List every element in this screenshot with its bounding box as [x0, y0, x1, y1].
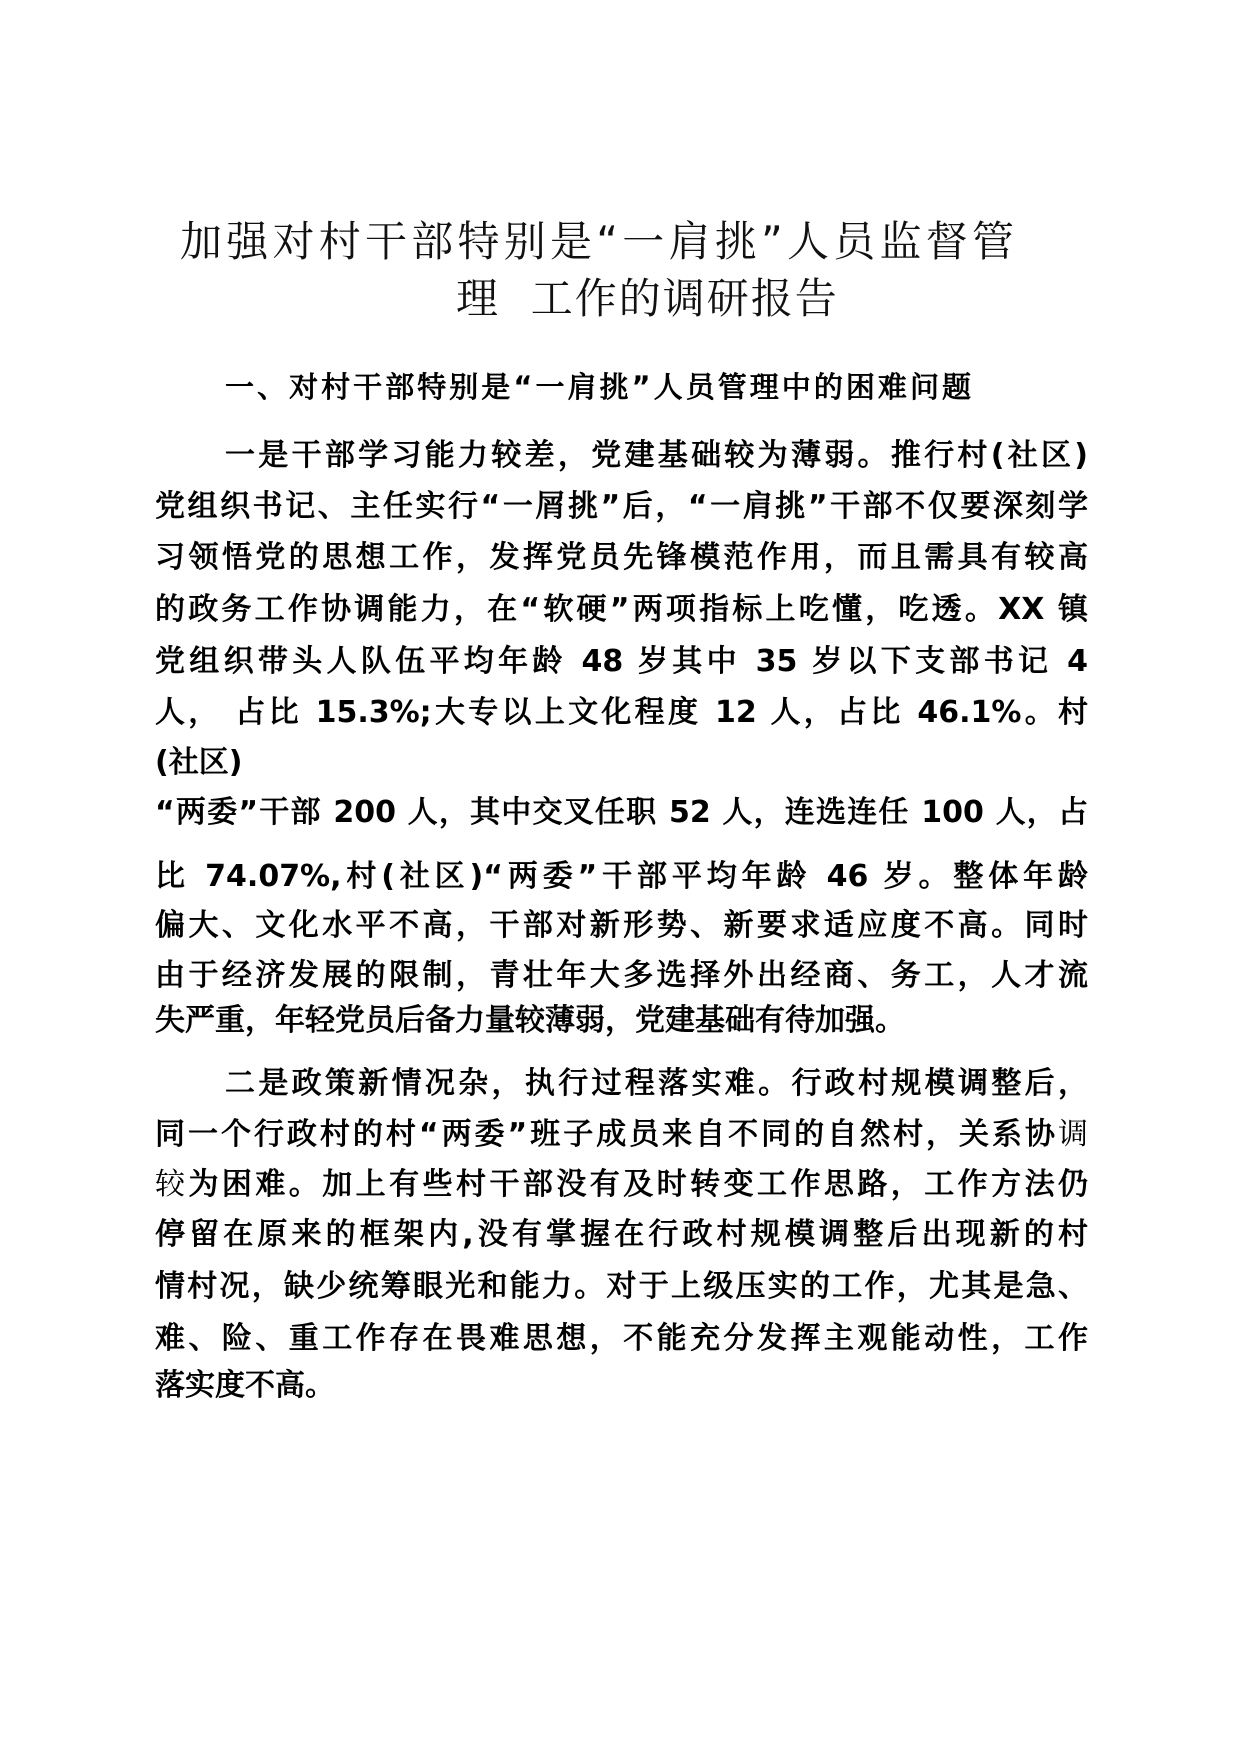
paragraph-line: 失严重，年轻党员后备力量较薄弱，党建基础有待加强。	[155, 1003, 905, 1038]
line-text-bold: 同一个行政村的村“两委”班子成员来自不同的自然村，关系协	[155, 1117, 1058, 1152]
paragraph-line: 落实度不高。	[155, 1368, 335, 1403]
section-heading: 一、对村干部特别是“一肩挑”人员管理中的困难问题	[225, 370, 971, 404]
paragraph-line: 一是干部学习能力较差，党建基础较为薄弱。推行村(社区)	[225, 438, 1088, 473]
title-line-2: 理 工作的调研报告	[456, 274, 839, 323]
paragraph-line: 由于经济发展的限制，青壮年大多选择外出经商、务工，人才流	[155, 958, 1088, 993]
paragraph-line: (社区)	[155, 745, 243, 780]
line-text-bold: 为困难。加上有些村干部没有及时转变工作思路，工作方法仍	[188, 1167, 1088, 1202]
line-text-plain: 较	[155, 1167, 189, 1202]
paragraph-line: “两委”干部 200 人，其中交叉任职 52 人，连选连任 100 人，占	[155, 795, 1088, 830]
paragraph-line: 人， 占比 15.3%;大专以上文化程度 12 人，占比 46.1%。村	[155, 695, 1088, 730]
paragraph-line: 偏大、文化水平不高，干部对新形势、新要求适应度不高。同时	[155, 908, 1088, 943]
paragraph-line: 二是政策新情况杂，执行过程落实难。行政村规模调整后，	[225, 1066, 1088, 1101]
paragraph-line: 党组织书记、主任实行“一屑挑”后，“一肩挑”干部不仅要深刻学	[155, 489, 1088, 524]
paragraph-line	[155, 1165, 1088, 1205]
title-line-1: 加强对村干部特别是“一肩挑”人员监督管	[180, 217, 1014, 266]
paragraph-line: 比 74.07%,村(社区)“两委”干部平均年龄 46 岁。整体年龄	[155, 859, 1088, 894]
paragraph-line	[155, 1115, 1088, 1155]
paragraph-line: 的政务工作协调能力，在“软硬”两项指标上吃懂，吃透。XX 镇	[155, 592, 1088, 627]
line-text-plain: 调	[1058, 1117, 1088, 1152]
paragraph-line: 习领悟党的思想工作，发挥党员先锋模范作用，而且需具有较高	[155, 540, 1088, 575]
paragraph-line: 党组织带头人队伍平均年龄 48 岁其中 35 岁以下支部书记 4	[155, 644, 1088, 679]
paragraph-line: 情村况，缺少统筹眼光和能力。对于上级压实的工作，尤其是急、	[155, 1269, 1088, 1304]
paragraph-line: 停留在原来的框架内,没有掌握在行政村规模调整后出现新的村	[155, 1217, 1088, 1252]
paragraph-line: 难、险、重工作存在畏难思想，不能充分发挥主观能动性，工作	[155, 1321, 1088, 1356]
